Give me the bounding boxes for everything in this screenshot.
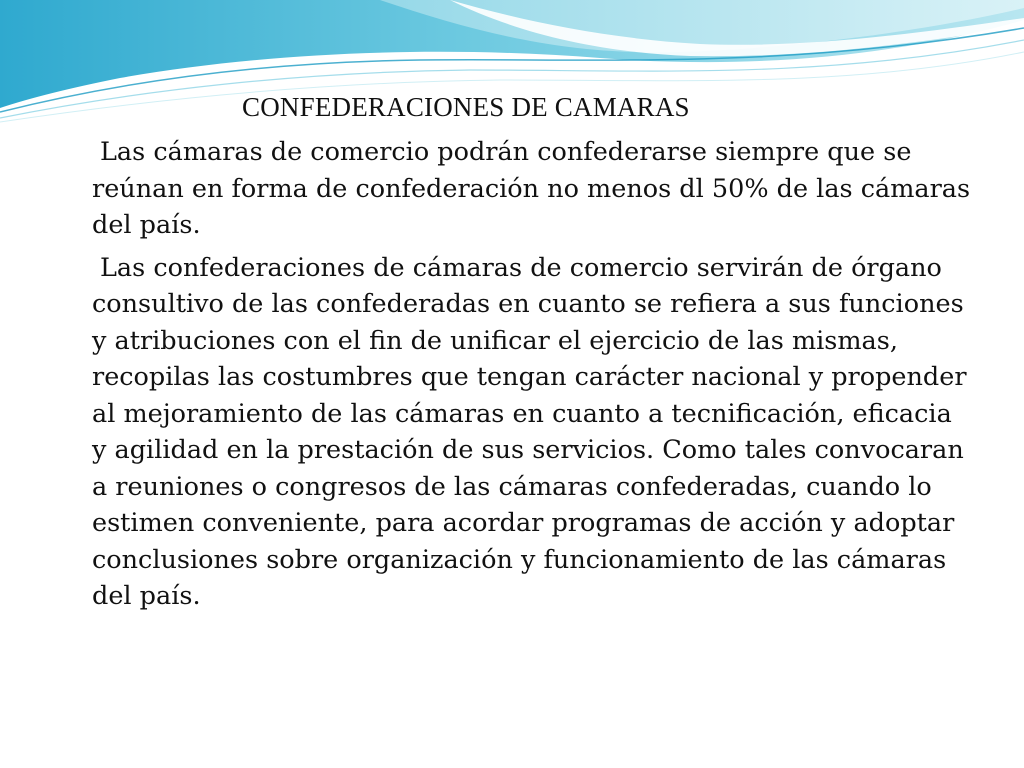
paragraph-2: Las confederaciones de cámaras de comercio servirán de órgano consultivo de las confederadas en cuanto se refiera a sus funciones y atribuciones con el fin de unificar el ejercicio de las mismas, recopilas las costumbres que tengan carácter nacional y propender al mejoramiento de las cámaras en cuanto a tecnificación, eficacia y agilidad en la prestación de sus servicios. Como tales convocaran a reuniones o congresos de las cámaras confederadas, cuando lo estimen conveniente, para acordar programas de acción y adoptar conclusiones sobre organización y funcionamiento de las cámaras del país. xyxy=(92,252,967,611)
slide-content xyxy=(92,88,972,621)
slide-title: CONFEDERACIONES DE CAMARAS xyxy=(242,92,690,122)
paragraph-1: Las cámaras de comercio podrán confederarse siempre que se reúnan en forma de confederación no menos dl 50% de las cámaras del país. xyxy=(92,137,971,240)
